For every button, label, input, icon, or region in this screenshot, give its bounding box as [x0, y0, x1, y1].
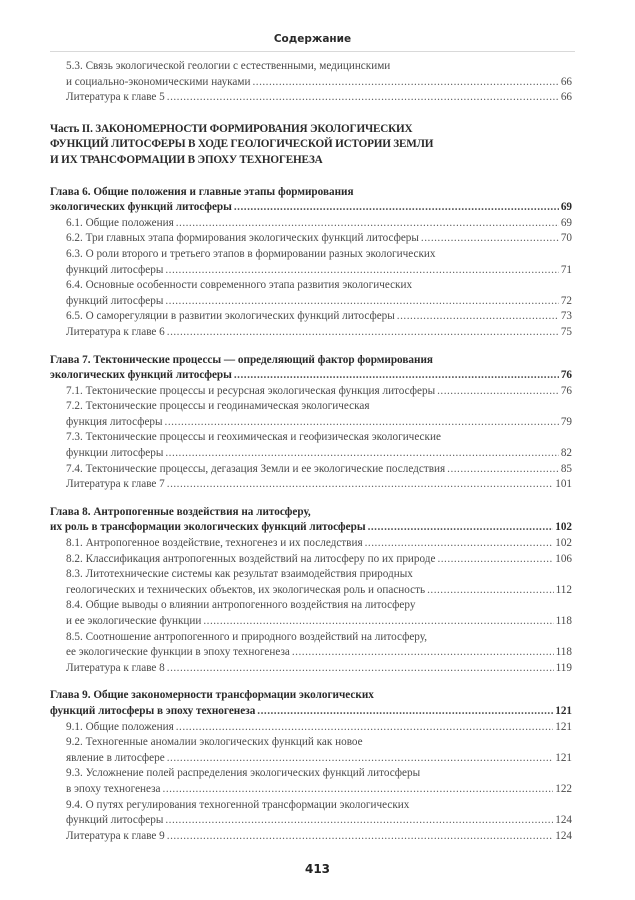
- leader-dots: [163, 782, 554, 798]
- table-of-contents: [50, 59, 572, 844]
- leader-dots: [437, 384, 559, 400]
- running-head: Содержание: [273, 33, 352, 45]
- page-ref: 71: [560, 263, 572, 276]
- page-ref: 122: [555, 782, 572, 795]
- page-ref: 121: [555, 704, 572, 717]
- page-ref: 118: [555, 646, 572, 659]
- page-ref: 73: [560, 310, 572, 323]
- leader-dots: [176, 720, 554, 736]
- leader-dots: [252, 75, 558, 91]
- toc-entry-9-4[interactable]: 9.4. О путях регулирования техногенной трансформации экологических функций литосферы ..... 124: [50, 798, 572, 829]
- leader-dots: [165, 294, 558, 310]
- page-number: 413: [304, 862, 331, 876]
- toc-entry-9-3[interactable]: 9.3. Усложнение полей распределения экологических функций литосферы в эпоху техногенеза ..... 122: [50, 766, 572, 797]
- page-ref: 112: [555, 583, 572, 596]
- toc-entry-7-4[interactable]: 7.4. Тектонические процессы, дегазация Земли и ее экологические последствия ..... 85: [50, 462, 572, 478]
- page-ref: 106: [555, 552, 572, 565]
- toc-entry-6-4[interactable]: 6.4. Основные особенности современного этапа развития экологических функций литосферы ..... 72: [50, 278, 572, 309]
- toc-chapter-7[interactable]: Глава 7. Тектонические процессы — определяющий фактор формирования экологических функций литосферы ..... 76: [50, 353, 572, 384]
- page-ref: 121: [555, 720, 572, 733]
- page-ref: 69: [560, 201, 572, 214]
- page-ref: 66: [560, 91, 572, 104]
- leader-dots: [234, 200, 559, 216]
- leader-dots: [165, 263, 558, 279]
- page-ref: 102: [555, 521, 572, 534]
- leader-dots: [165, 415, 559, 431]
- page-ref: 102: [555, 537, 572, 550]
- toc-entry-8-4[interactable]: 8.4. Общие выводы о влиянии антропогенного воздействия на литосферу и ее экологические функции ..... 118: [50, 598, 572, 629]
- toc-entry-6-5[interactable]: 6.5. О саморегуляции в развитии экологических функций литосферы ..... 73: [50, 309, 572, 325]
- toc-entry-9-1[interactable]: 9.1. Общие положения ..... 121: [50, 720, 572, 736]
- toc-entry-7-1[interactable]: 7.1. Тектонические процессы и ресурсная экологическая функция литосферы ..... 76: [50, 384, 572, 400]
- page-ref: 124: [555, 814, 572, 827]
- toc-entry-lit-7[interactable]: Литература к главе 7 ..... 101: [50, 477, 572, 493]
- page-ref: 79: [560, 415, 572, 428]
- toc-chapter-6[interactable]: Глава 6. Общие положения и главные этапы формирования экологических функций литосферы ..... 69: [50, 185, 572, 216]
- leader-dots: [397, 309, 559, 325]
- page-ref: 85: [560, 462, 572, 475]
- leader-dots: [427, 583, 554, 599]
- toc-entry-7-2[interactable]: 7.2. Тектонические процессы и геодинамическая экологическая функция литосферы ..... 79: [50, 399, 572, 430]
- toc-entry-lit-8[interactable]: Литература к главе 8 ..... 119: [50, 661, 572, 677]
- page-ref: 76: [560, 384, 572, 397]
- toc-entry-9-2[interactable]: 9.2. Техногенные аномалии экологических функций как новое явление в литосфере ..... 121: [50, 735, 572, 766]
- page-ref: 82: [560, 447, 572, 460]
- toc-entry-lit-9[interactable]: Литература к главе 9 ..... 124: [50, 829, 572, 845]
- leader-dots: [167, 477, 553, 493]
- leader-dots: [167, 325, 559, 341]
- leader-dots: [165, 813, 553, 829]
- toc-entry-8-5[interactable]: 8.5. Соотношение антропогенного и природного воздействий на литосферу, ее экологические функции в эпоху техногенеза ..... 118: [50, 630, 572, 661]
- leader-dots: [257, 704, 553, 720]
- toc-entry-8-3[interactable]: 8.3. Литотехнические системы как результат взаимодействия природных геологических и технических объектов, их экологическая роль и опасность ..... 112: [50, 567, 572, 598]
- toc-entry-6-3[interactable]: 6.3. О роли второго и третьего этапов в формировании разных экологических функций литосферы ..... 71: [50, 247, 572, 278]
- page-ref: 72: [560, 294, 572, 307]
- toc-chapter-9[interactable]: Глава 9. Общие закономерности трансформации экологических функций литосферы в эпоху техногенеза ..... 121: [50, 688, 572, 719]
- page-ref: 121: [555, 751, 572, 764]
- leader-dots: [447, 462, 559, 478]
- leader-dots: [167, 829, 553, 845]
- leader-dots: [167, 661, 554, 677]
- part-2-heading[interactable]: Часть II. ЗАКОНОМЕРНОСТИ ФОРМИРОВАНИЯ ЭКОЛОГИЧЕСКИХ ФУНКЦИЙ ЛИТОСФЕРЫ В ХОДЕ ГЕОЛОГИЧЕСКОЙ ИСТОРИИ ЗЕМЛИ И ИХ ТРАНСФОРМАЦИИ В ЭПОХУ ТЕХНОГЕНЕЗА: [50, 122, 434, 166]
- toc-entry-8-2[interactable]: 8.2. Классификация антропогенных воздействий на литосферу по их природе ..... 106: [50, 552, 572, 568]
- leader-dots: [368, 520, 554, 536]
- page-ref: 119: [555, 661, 572, 674]
- toc-chapter-8[interactable]: Глава 8. Антропогенные воздействия на литосферу, их роль в трансформации экологических функций литосферы ..... 102: [50, 505, 572, 536]
- leader-dots: [167, 90, 559, 106]
- toc-entry-8-1[interactable]: 8.1. Антропогенное воздействие, техногенез и их последствия ..... 102: [50, 536, 572, 552]
- toc-entry-lit-5[interactable]: Литература к главе 5 ..... 66: [50, 90, 572, 106]
- page-ref: 75: [560, 325, 572, 338]
- leader-dots: [292, 645, 554, 661]
- header-rule: [50, 51, 575, 52]
- leader-dots: [234, 368, 559, 384]
- toc-entry-6-2[interactable]: 6.2. Три главных этапа формирования экологических функций литосферы ..... 70: [50, 231, 572, 247]
- leader-dots: [176, 216, 559, 232]
- leader-dots: [203, 614, 553, 630]
- toc-entry-lit-6[interactable]: Литература к главе 6 ..... 75: [50, 325, 572, 341]
- toc-entry-7-3[interactable]: 7.3. Тектонические процессы и геохимическая и геофизическая экологические функции литосферы ..... 82: [50, 430, 572, 461]
- leader-dots: [421, 231, 559, 247]
- leader-dots: [437, 552, 553, 568]
- page-ref: 70: [560, 232, 572, 245]
- page-ref: 66: [560, 75, 572, 88]
- leader-dots: [365, 536, 554, 552]
- page-ref: 118: [555, 615, 572, 627]
- page-ref: 101: [555, 478, 572, 491]
- page-ref: 76: [560, 369, 572, 382]
- leader-dots: [167, 751, 554, 767]
- toc-entry-6-1[interactable]: 6.1. Общие положения ..... 69: [50, 216, 572, 232]
- leader-dots: [165, 446, 558, 462]
- page-ref: 69: [560, 216, 572, 229]
- page-ref: 124: [555, 829, 572, 842]
- toc-entry-5-3[interactable]: 5.3. Связь экологической геологии с естественными, медицинскими и социально-экономическими науками ..... 66: [50, 59, 572, 90]
